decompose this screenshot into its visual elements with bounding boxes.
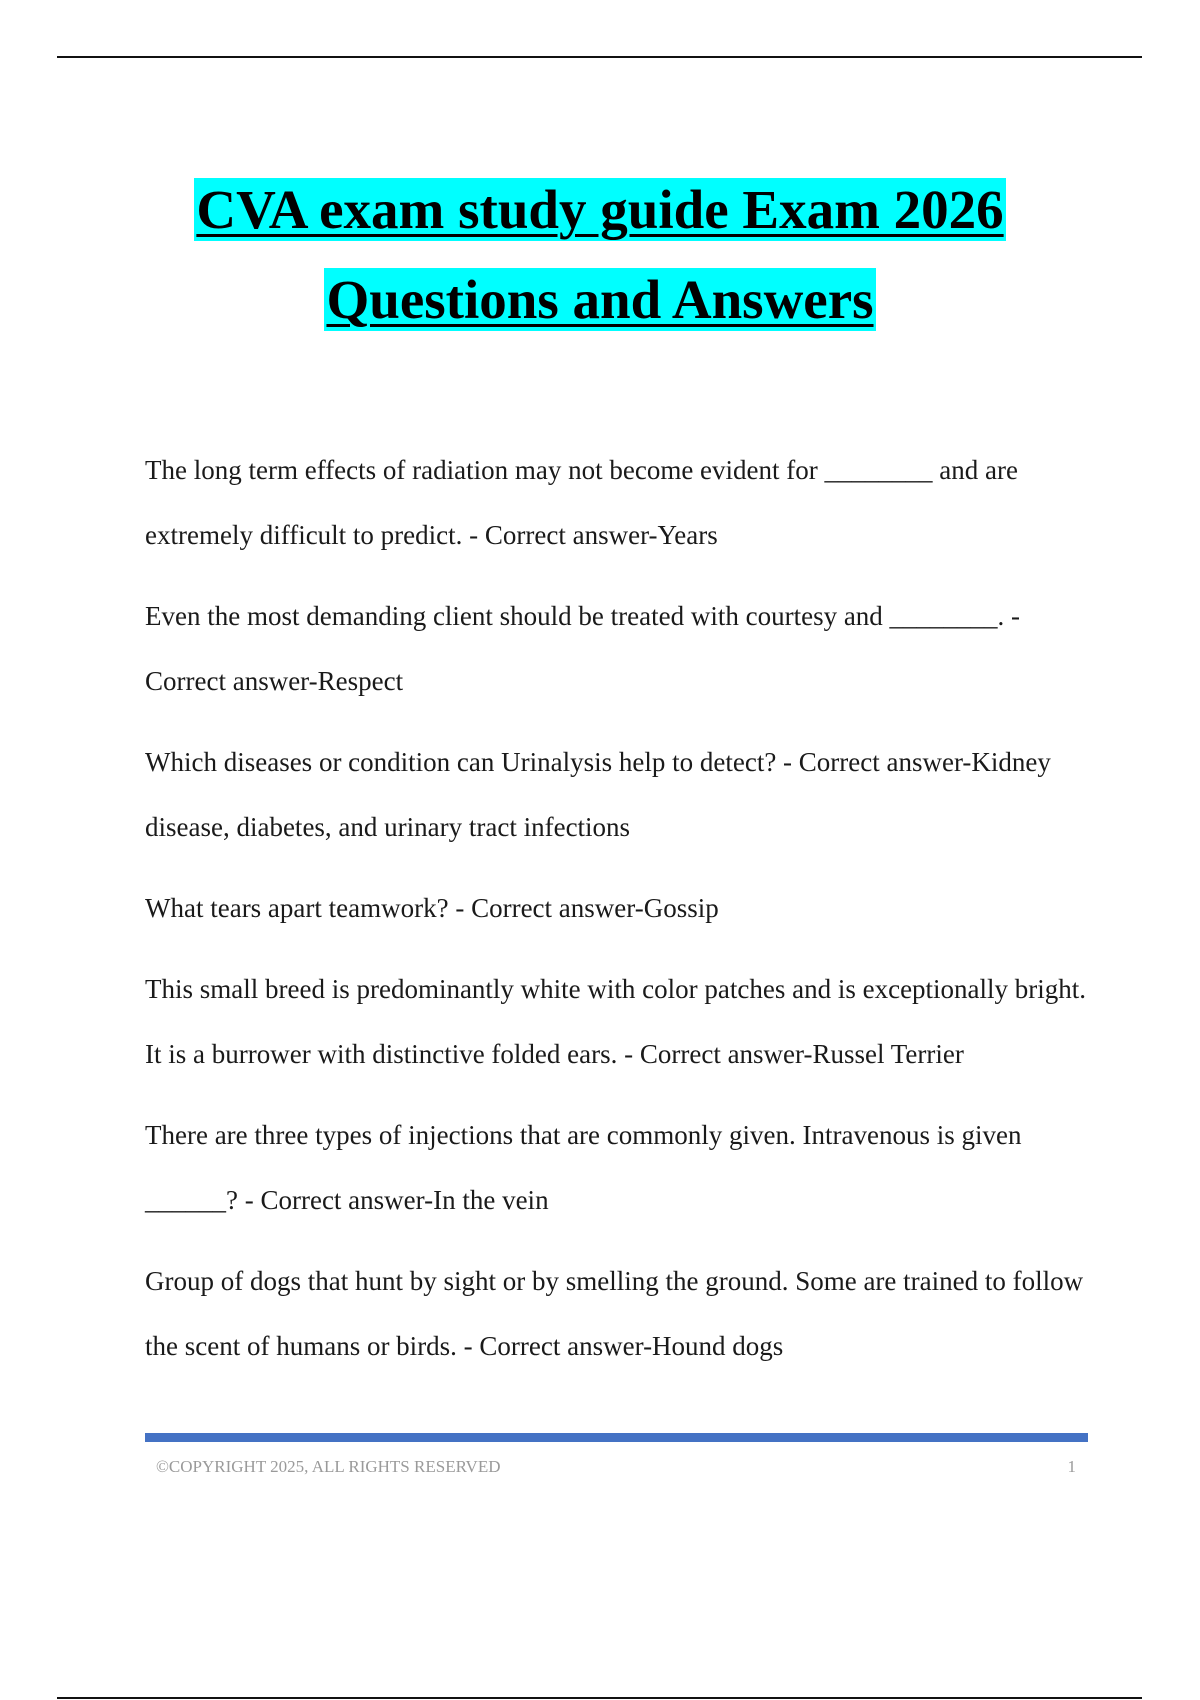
qa-item: Even the most demanding client should be treated with courtesy and ________. - Correct answer-Respect xyxy=(145,601,1021,696)
qa-item: What tears apart teamwork? - Correct answer-Gossip xyxy=(145,893,719,923)
qa-item: This small breed is predominantly white with color patches and is exceptionally bright. It is a burrower with distinctive folded ears. - Correct answer-Russel Terrier xyxy=(145,974,1087,1069)
page-number: 1 xyxy=(1067,1457,1076,1476)
qa-item: Which diseases or condition can Urinalysis help to detect? - Correct answer-Kidney disease, diabetes, and urinary tract infections xyxy=(145,747,1051,842)
qa-item: There are three types of injections that are commonly given. Intravenous is given ______? - Correct answer-In the vein xyxy=(145,1120,1022,1215)
title-line-2: Questions and Answers xyxy=(326,269,874,330)
footer-copyright: ©COPYRIGHT 2025, ALL RIGHTS RESERVED xyxy=(156,1457,501,1476)
document-title xyxy=(0,178,1200,331)
qa-item: The long term effects of radiation may not become evident for ________ and are extremely difficult to predict. - Correct answer-Years xyxy=(145,455,1018,550)
qa-item: Group of dogs that hunt by sight or by smelling the ground. Some are trained to follow the scent of humans or birds. - Correct answer-Hound dogs xyxy=(145,1266,1084,1361)
top-rule xyxy=(57,56,1142,58)
footer-bar xyxy=(145,1433,1088,1442)
title-line-1: CVA exam study guide Exam 2026 xyxy=(196,179,1004,240)
bottom-rule xyxy=(57,1697,1142,1699)
qa-list xyxy=(145,438,1095,1395)
